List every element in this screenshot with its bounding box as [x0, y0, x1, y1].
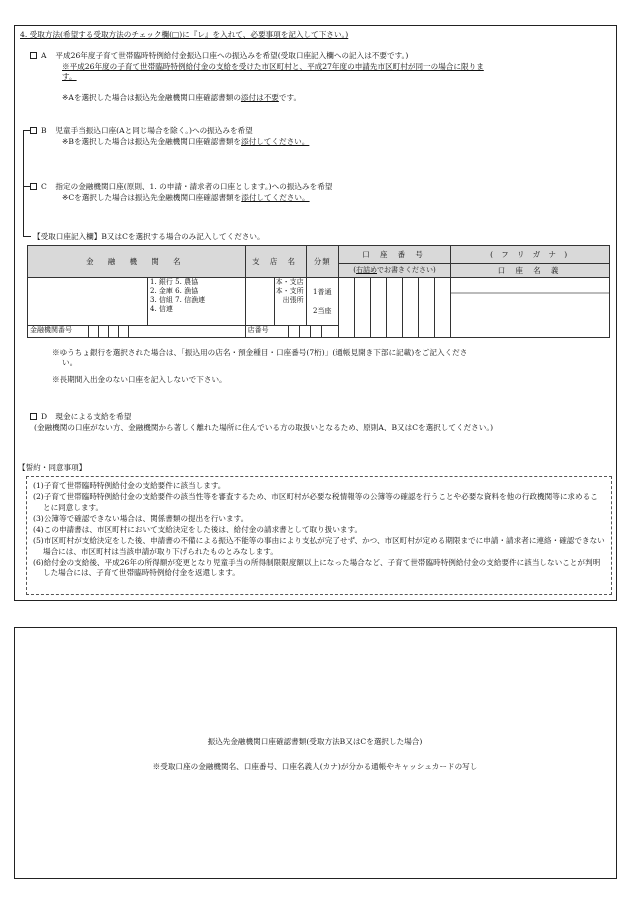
branch-type-options: 本・支店 本・支所 出張所 — [274, 278, 306, 326]
pledge-item: (2)子育て世帯臨時特例給付金の支給要件の該当性等を審査するため、市区町村が必要な税情報等の公簿等の確認を行うことや必要な資料を他の行政機関等に求めることに同意します。 — [33, 492, 598, 512]
pledge-item: (4)この申請書は、市区町村において支給決定をした後は、給付金の請求書として取り扱います。 — [33, 525, 363, 534]
pledge-item: (6)給付金の支給後、平成26年の所得額が変更となり児童手当の所得制限限度額以上になった場合など、子育て世帯臨時特例給付金の支給要件に該当しないことが判明した場合には、子育て世帯臨時特例給付金を返還します。 — [33, 557, 601, 577]
header-account-holder: 口 座 名 義 — [451, 264, 610, 278]
option-a-note1: ※平成26年度の子育て世帯臨時特例給付金の支給を受けた市区町村と、平成27年度の申請先市区町村が同一の場合に限りま す。 — [62, 62, 484, 82]
branch-code-digit-2[interactable] — [300, 326, 311, 337]
account-digit-2[interactable] — [354, 278, 370, 338]
attachment-box[interactable] — [14, 627, 617, 879]
option-b-text: 児童手当振込口座(Aと同じ場合を除く。)への振込みを希望 — [55, 126, 253, 135]
header-account-number: 口 座 番 号 — [338, 246, 450, 264]
header-branch-name: 支 店 名 — [245, 246, 306, 278]
option-c-note: ※Cを選択した場合は振込先金融機関口座確認書類を添付してください。 — [62, 193, 310, 202]
pledge-item: (1)子育て世帯臨時特例給付金の支給要件に該当します。 — [33, 481, 226, 490]
option-d: D 現金による支給を希望 — [30, 412, 610, 422]
bank-code-digit-1[interactable] — [89, 326, 99, 337]
account-section-label: 【受取口座記入欄】B又はCを選択する場合のみ記入してください。 — [33, 232, 265, 241]
option-c-checkbox[interactable] — [30, 183, 37, 190]
bank-code-digit-3[interactable] — [109, 326, 119, 337]
connector-line — [23, 130, 24, 236]
section-title: 4. 受取方法(希望する受取方法のチェック欄(□)に『レ』を入れて、必要事項を記入して下さい。) — [20, 30, 349, 39]
header-kana: ( フ リ ガ ナ ) — [451, 246, 610, 264]
account-digit-3[interactable] — [370, 278, 386, 338]
header-type: 分類 — [306, 246, 338, 278]
option-b-checkbox[interactable] — [30, 127, 37, 134]
account-holder-field[interactable] — [451, 278, 610, 338]
bank-code-digit-4[interactable] — [119, 326, 129, 337]
bank-type-options: 1. 銀行 5. 農協 2. 金庫 6. 漁協 3. 信組 7. 信漁連 4. 信連 — [148, 278, 246, 326]
option-a: A 平成26年度子育て世帯臨時特例給付金振込口座への振込みを希望(受取口座記入欄への記入は不要です。) — [30, 51, 610, 61]
option-d-note: (金融機関の口座がない方、金融機関から著しく離れた場所に住んでいる方の取扱いとなるため、原則A、B又はCを選択してください。) — [34, 423, 494, 432]
bank-code-row: 金融機関番号 — [28, 326, 246, 338]
bank-code-digit-2[interactable] — [99, 326, 109, 337]
option-a-text: 平成26年度子育て世帯臨時特例給付金振込口座への振込みを希望(受取口座記入欄への記入は不要です。) — [55, 51, 409, 60]
branch-code-digit-1[interactable] — [289, 326, 300, 337]
pledge-box — [26, 476, 612, 595]
branch-code-digit-3[interactable] — [311, 326, 322, 337]
pledge-item: (5)市区町村が支給決定をした後、申請書の不備による振込不能等の事由により支払が完了せず、かつ、市区町村が定める期限までに申請・請求者に連絡・確認できない場合には、市区町村は当該申請が取り下げられたものとみなします。 — [33, 536, 605, 556]
account-digit-5[interactable] — [403, 278, 419, 338]
option-c-text: 指定の金融機関口座(原則、1. の申請・請求者の口座とします。)への振込みを希望 — [55, 182, 333, 191]
option-d-text: 現金による支給を希望 — [55, 412, 132, 421]
account-digit-6[interactable] — [419, 278, 435, 338]
option-d-checkbox[interactable] — [30, 413, 37, 420]
option-b-note: ※Bを選択した場合は振込先金融機関口座確認書類を添付してください。 — [62, 137, 310, 146]
account-digit-1[interactable] — [338, 278, 354, 338]
post-note-dormant: ※長期間入出金のない口座を記入しないで下さい。 — [52, 375, 227, 384]
attachment-note: ※受取口座の金融機関名、口座番号、口座名義人(カナ)が分かる通帳やキャッシュカードの写し — [152, 762, 478, 771]
post-note-yucho: ※ゆうちょ銀行を選択された場合は、「振込用の店名・預金種目・口座番号(7桁)」(通帳見開き下部に記載)をご記入くださ い。 — [52, 348, 468, 368]
attachment-title: 振込先金融機関口座確認書類(受取方法B又はCを選択した場合) — [207, 737, 423, 746]
connector-tick-table — [23, 236, 31, 237]
pledge-item: (3)公簿等で確認できない場合は、関係書類の提出を行います。 — [33, 513, 249, 523]
header-account-note: (右詰めでお書きください) — [338, 264, 450, 278]
account-table — [27, 245, 610, 338]
option-b: B 児童手当振込口座(Aと同じ場合を除く。)への振込みを希望 — [30, 126, 610, 136]
header-bank-name: 金 融 機 関 名 — [28, 246, 246, 278]
option-a-checkbox[interactable] — [30, 52, 37, 59]
branch-code-row: 店番号 — [245, 326, 338, 338]
account-type-options: 1普通 2当座 — [306, 278, 338, 326]
pledge-title: 【誓約・同意事項】 — [18, 463, 87, 472]
bank-name-field[interactable] — [28, 278, 148, 326]
account-digit-7[interactable] — [435, 278, 451, 338]
option-c: C 指定の金融機関口座(原則、1. の申請・請求者の口座とします。)への振込みを希望 — [30, 182, 610, 192]
account-digit-4[interactable] — [386, 278, 402, 338]
option-a-note2: ※Aを選択した場合は振込先金融機関口座確認書類の添付は不要です。 — [62, 93, 302, 102]
